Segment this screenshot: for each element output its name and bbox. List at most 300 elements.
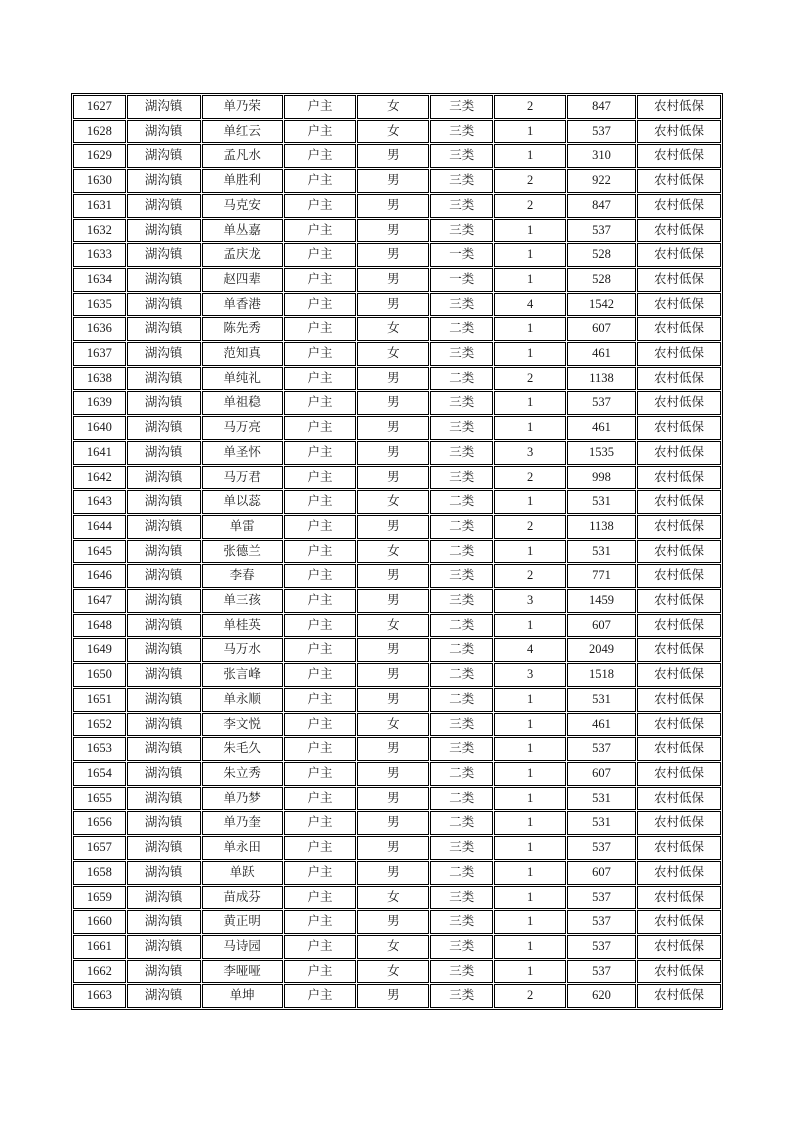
cell-category: 三类	[430, 589, 493, 613]
table-row	[73, 466, 721, 490]
cell-subsidy-type: 农村低保	[637, 367, 721, 391]
cell-id: 1647	[73, 589, 126, 613]
cell-name: 马万君	[202, 466, 283, 490]
cell-id: 1655	[73, 787, 126, 811]
cell-id: 1641	[73, 441, 126, 465]
table-row	[73, 95, 721, 119]
table-row	[73, 787, 721, 811]
cell-subsidy-type: 农村低保	[637, 219, 721, 243]
cell-category: 三类	[430, 910, 493, 934]
cell-amount: 537	[567, 737, 636, 761]
cell-subsidy-type: 农村低保	[637, 811, 721, 835]
cell-amount: 1535	[567, 441, 636, 465]
cell-category: 二类	[430, 540, 493, 564]
cell-amount: 537	[567, 120, 636, 144]
cell-gender: 男	[357, 787, 429, 811]
cell-name: 单坤	[202, 984, 283, 1008]
cell-id: 1640	[73, 416, 126, 440]
cell-town: 湖沟镇	[127, 144, 201, 168]
cell-town: 湖沟镇	[127, 638, 201, 662]
cell-persons: 2	[494, 515, 566, 539]
cell-town: 湖沟镇	[127, 589, 201, 613]
cell-town: 湖沟镇	[127, 984, 201, 1008]
cell-persons: 1	[494, 317, 566, 341]
cell-name: 马万亮	[202, 416, 283, 440]
cell-amount: 998	[567, 466, 636, 490]
cell-id: 1632	[73, 219, 126, 243]
cell-amount: 531	[567, 787, 636, 811]
cell-amount: 922	[567, 169, 636, 193]
table-row	[73, 935, 721, 959]
cell-amount: 531	[567, 490, 636, 514]
cell-gender: 男	[357, 836, 429, 860]
cell-id: 1663	[73, 984, 126, 1008]
table-row	[73, 515, 721, 539]
cell-name: 单丛嘉	[202, 219, 283, 243]
cell-persons: 1	[494, 120, 566, 144]
cell-amount: 2049	[567, 638, 636, 662]
cell-category: 三类	[430, 95, 493, 119]
cell-name: 赵四辈	[202, 268, 283, 292]
cell-name: 张德兰	[202, 540, 283, 564]
cell-subsidy-type: 农村低保	[637, 886, 721, 910]
cell-category: 三类	[430, 886, 493, 910]
cell-relation: 户主	[284, 886, 357, 910]
cell-gender: 男	[357, 367, 429, 391]
cell-persons: 1	[494, 391, 566, 415]
cell-subsidy-type: 农村低保	[637, 589, 721, 613]
cell-id: 1646	[73, 564, 126, 588]
cell-subsidy-type: 农村低保	[637, 268, 721, 292]
cell-subsidy-type: 农村低保	[637, 515, 721, 539]
cell-id: 1643	[73, 490, 126, 514]
cell-subsidy-type: 农村低保	[637, 416, 721, 440]
cell-category: 三类	[430, 984, 493, 1008]
cell-subsidy-type: 农村低保	[637, 317, 721, 341]
cell-persons: 1	[494, 910, 566, 934]
cell-subsidy-type: 农村低保	[637, 762, 721, 786]
cell-category: 三类	[430, 960, 493, 984]
cell-category: 二类	[430, 787, 493, 811]
cell-persons: 1	[494, 219, 566, 243]
cell-relation: 户主	[284, 144, 357, 168]
cell-relation: 户主	[284, 293, 357, 317]
cell-town: 湖沟镇	[127, 367, 201, 391]
cell-subsidy-type: 农村低保	[637, 144, 721, 168]
cell-relation: 户主	[284, 120, 357, 144]
cell-amount: 537	[567, 910, 636, 934]
cell-amount: 461	[567, 713, 636, 737]
cell-id: 1635	[73, 293, 126, 317]
cell-category: 二类	[430, 490, 493, 514]
cell-relation: 户主	[284, 910, 357, 934]
cell-id: 1654	[73, 762, 126, 786]
cell-id: 1659	[73, 886, 126, 910]
cell-town: 湖沟镇	[127, 391, 201, 415]
cell-category: 三类	[430, 293, 493, 317]
cell-gender: 女	[357, 317, 429, 341]
table-row	[73, 391, 721, 415]
cell-relation: 户主	[284, 342, 357, 366]
cell-name: 单跃	[202, 861, 283, 885]
cell-id: 1645	[73, 540, 126, 564]
cell-persons: 3	[494, 441, 566, 465]
cell-persons: 2	[494, 169, 566, 193]
cell-relation: 户主	[284, 169, 357, 193]
cell-amount: 771	[567, 564, 636, 588]
table-row	[73, 589, 721, 613]
table-row	[73, 194, 721, 218]
cell-subsidy-type: 农村低保	[637, 169, 721, 193]
table-row	[73, 416, 721, 440]
table-row	[73, 564, 721, 588]
cell-gender: 女	[357, 960, 429, 984]
cell-name: 李哑哑	[202, 960, 283, 984]
cell-persons: 2	[494, 466, 566, 490]
welfare-table	[71, 93, 723, 1010]
cell-category: 二类	[430, 367, 493, 391]
cell-gender: 男	[357, 737, 429, 761]
cell-category: 三类	[430, 194, 493, 218]
cell-id: 1662	[73, 960, 126, 984]
cell-id: 1629	[73, 144, 126, 168]
cell-name: 黄正明	[202, 910, 283, 934]
cell-gender: 男	[357, 811, 429, 835]
cell-gender: 男	[357, 169, 429, 193]
cell-town: 湖沟镇	[127, 342, 201, 366]
cell-persons: 1	[494, 737, 566, 761]
cell-name: 单三孩	[202, 589, 283, 613]
cell-name: 孟庆龙	[202, 243, 283, 267]
cell-name: 单祖稳	[202, 391, 283, 415]
cell-persons: 1	[494, 614, 566, 638]
cell-name: 马克安	[202, 194, 283, 218]
cell-town: 湖沟镇	[127, 466, 201, 490]
cell-town: 湖沟镇	[127, 169, 201, 193]
cell-amount: 607	[567, 317, 636, 341]
cell-amount: 537	[567, 836, 636, 860]
table-row	[73, 169, 721, 193]
cell-amount: 537	[567, 886, 636, 910]
cell-gender: 男	[357, 466, 429, 490]
cell-amount: 461	[567, 342, 636, 366]
cell-town: 湖沟镇	[127, 120, 201, 144]
cell-id: 1637	[73, 342, 126, 366]
cell-category: 三类	[430, 391, 493, 415]
cell-town: 湖沟镇	[127, 416, 201, 440]
cell-name: 单香港	[202, 293, 283, 317]
table-row	[73, 243, 721, 267]
cell-persons: 4	[494, 638, 566, 662]
cell-gender: 男	[357, 219, 429, 243]
cell-persons: 1	[494, 268, 566, 292]
cell-category: 二类	[430, 861, 493, 885]
cell-subsidy-type: 农村低保	[637, 540, 721, 564]
cell-subsidy-type: 农村低保	[637, 293, 721, 317]
cell-name: 朱立秀	[202, 762, 283, 786]
cell-relation: 户主	[284, 564, 357, 588]
cell-subsidy-type: 农村低保	[637, 984, 721, 1008]
cell-subsidy-type: 农村低保	[637, 120, 721, 144]
cell-gender: 男	[357, 762, 429, 786]
cell-subsidy-type: 农村低保	[637, 836, 721, 860]
cell-relation: 户主	[284, 688, 357, 712]
cell-gender: 女	[357, 95, 429, 119]
cell-town: 湖沟镇	[127, 441, 201, 465]
cell-relation: 户主	[284, 391, 357, 415]
cell-category: 三类	[430, 169, 493, 193]
cell-persons: 1	[494, 811, 566, 835]
cell-category: 三类	[430, 416, 493, 440]
cell-subsidy-type: 农村低保	[637, 490, 721, 514]
cell-relation: 户主	[284, 466, 357, 490]
cell-gender: 女	[357, 886, 429, 910]
table-body	[73, 95, 721, 1008]
cell-relation: 户主	[284, 861, 357, 885]
cell-category: 三类	[430, 466, 493, 490]
cell-id: 1644	[73, 515, 126, 539]
cell-persons: 1	[494, 787, 566, 811]
cell-relation: 户主	[284, 490, 357, 514]
cell-amount: 537	[567, 391, 636, 415]
cell-amount: 607	[567, 762, 636, 786]
cell-name: 单桂英	[202, 614, 283, 638]
table-row	[73, 737, 721, 761]
cell-category: 三类	[430, 737, 493, 761]
cell-amount: 620	[567, 984, 636, 1008]
cell-gender: 男	[357, 144, 429, 168]
table-row	[73, 984, 721, 1008]
cell-id: 1634	[73, 268, 126, 292]
table-row	[73, 762, 721, 786]
cell-subsidy-type: 农村低保	[637, 466, 721, 490]
cell-category: 三类	[430, 935, 493, 959]
cell-relation: 户主	[284, 219, 357, 243]
table-row	[73, 638, 721, 662]
cell-category: 三类	[430, 120, 493, 144]
cell-amount: 528	[567, 268, 636, 292]
cell-subsidy-type: 农村低保	[637, 391, 721, 415]
cell-name: 单雷	[202, 515, 283, 539]
table-row	[73, 836, 721, 860]
table-row	[73, 688, 721, 712]
cell-subsidy-type: 农村低保	[637, 787, 721, 811]
cell-category: 一类	[430, 268, 493, 292]
table-row	[73, 490, 721, 514]
cell-town: 湖沟镇	[127, 540, 201, 564]
cell-town: 湖沟镇	[127, 787, 201, 811]
table-row	[73, 910, 721, 934]
cell-town: 湖沟镇	[127, 317, 201, 341]
cell-subsidy-type: 农村低保	[637, 243, 721, 267]
cell-persons: 1	[494, 762, 566, 786]
cell-persons: 1	[494, 713, 566, 737]
cell-relation: 户主	[284, 762, 357, 786]
cell-gender: 男	[357, 663, 429, 687]
cell-subsidy-type: 农村低保	[637, 638, 721, 662]
cell-town: 湖沟镇	[127, 762, 201, 786]
cell-subsidy-type: 农村低保	[637, 95, 721, 119]
cell-relation: 户主	[284, 663, 357, 687]
cell-category: 三类	[430, 713, 493, 737]
cell-town: 湖沟镇	[127, 688, 201, 712]
cell-amount: 1518	[567, 663, 636, 687]
table-row	[73, 367, 721, 391]
cell-gender: 女	[357, 614, 429, 638]
cell-subsidy-type: 农村低保	[637, 614, 721, 638]
cell-gender: 男	[357, 515, 429, 539]
cell-id: 1660	[73, 910, 126, 934]
cell-category: 二类	[430, 663, 493, 687]
cell-gender: 男	[357, 194, 429, 218]
table-row	[73, 861, 721, 885]
cell-amount: 531	[567, 540, 636, 564]
cell-amount: 1138	[567, 367, 636, 391]
cell-persons: 4	[494, 293, 566, 317]
cell-id: 1636	[73, 317, 126, 341]
cell-id: 1656	[73, 811, 126, 835]
cell-gender: 女	[357, 540, 429, 564]
table-row	[73, 144, 721, 168]
cell-town: 湖沟镇	[127, 836, 201, 860]
cell-gender: 女	[357, 713, 429, 737]
cell-town: 湖沟镇	[127, 564, 201, 588]
cell-id: 1649	[73, 638, 126, 662]
cell-name: 单乃梦	[202, 787, 283, 811]
cell-persons: 1	[494, 144, 566, 168]
cell-name: 单纯礼	[202, 367, 283, 391]
cell-relation: 户主	[284, 317, 357, 341]
cell-gender: 男	[357, 910, 429, 934]
cell-id: 1650	[73, 663, 126, 687]
table-row	[73, 886, 721, 910]
cell-id: 1661	[73, 935, 126, 959]
cell-relation: 户主	[284, 268, 357, 292]
cell-name: 单永田	[202, 836, 283, 860]
cell-gender: 男	[357, 416, 429, 440]
cell-name: 马诗园	[202, 935, 283, 959]
cell-name: 单红云	[202, 120, 283, 144]
cell-id: 1627	[73, 95, 126, 119]
cell-subsidy-type: 农村低保	[637, 737, 721, 761]
cell-category: 二类	[430, 638, 493, 662]
cell-persons: 2	[494, 367, 566, 391]
cell-category: 三类	[430, 342, 493, 366]
cell-gender: 男	[357, 268, 429, 292]
cell-subsidy-type: 农村低保	[637, 935, 721, 959]
cell-relation: 户主	[284, 713, 357, 737]
cell-category: 三类	[430, 564, 493, 588]
cell-town: 湖沟镇	[127, 737, 201, 761]
cell-relation: 户主	[284, 935, 357, 959]
cell-town: 湖沟镇	[127, 95, 201, 119]
cell-subsidy-type: 农村低保	[637, 441, 721, 465]
cell-relation: 户主	[284, 515, 357, 539]
cell-category: 二类	[430, 688, 493, 712]
cell-town: 湖沟镇	[127, 663, 201, 687]
cell-gender: 男	[357, 589, 429, 613]
cell-id: 1633	[73, 243, 126, 267]
cell-subsidy-type: 农村低保	[637, 713, 721, 737]
table-row	[73, 268, 721, 292]
cell-name: 单以蕊	[202, 490, 283, 514]
cell-town: 湖沟镇	[127, 960, 201, 984]
cell-relation: 户主	[284, 787, 357, 811]
cell-relation: 户主	[284, 540, 357, 564]
cell-gender: 男	[357, 243, 429, 267]
cell-relation: 户主	[284, 737, 357, 761]
cell-persons: 1	[494, 243, 566, 267]
cell-category: 三类	[430, 144, 493, 168]
cell-category: 二类	[430, 614, 493, 638]
cell-persons: 2	[494, 984, 566, 1008]
cell-town: 湖沟镇	[127, 713, 201, 737]
table-row	[73, 293, 721, 317]
cell-name: 单乃奎	[202, 811, 283, 835]
cell-amount: 1542	[567, 293, 636, 317]
cell-subsidy-type: 农村低保	[637, 194, 721, 218]
cell-town: 湖沟镇	[127, 861, 201, 885]
cell-id: 1648	[73, 614, 126, 638]
cell-persons: 2	[494, 95, 566, 119]
cell-persons: 2	[494, 194, 566, 218]
table-row	[73, 811, 721, 835]
cell-town: 湖沟镇	[127, 614, 201, 638]
cell-id: 1652	[73, 713, 126, 737]
cell-gender: 女	[357, 120, 429, 144]
cell-town: 湖沟镇	[127, 490, 201, 514]
cell-id: 1638	[73, 367, 126, 391]
cell-gender: 女	[357, 935, 429, 959]
cell-name: 单胜利	[202, 169, 283, 193]
cell-relation: 户主	[284, 243, 357, 267]
cell-relation: 户主	[284, 416, 357, 440]
cell-relation: 户主	[284, 960, 357, 984]
cell-gender: 男	[357, 391, 429, 415]
cell-gender: 女	[357, 490, 429, 514]
cell-amount: 528	[567, 243, 636, 267]
cell-persons: 1	[494, 960, 566, 984]
cell-category: 二类	[430, 762, 493, 786]
table-row	[73, 960, 721, 984]
cell-gender: 男	[357, 293, 429, 317]
cell-name: 李春	[202, 564, 283, 588]
cell-name: 单乃荣	[202, 95, 283, 119]
cell-category: 三类	[430, 836, 493, 860]
cell-name: 范知真	[202, 342, 283, 366]
table-row	[73, 120, 721, 144]
cell-town: 湖沟镇	[127, 243, 201, 267]
cell-persons: 1	[494, 886, 566, 910]
cell-id: 1628	[73, 120, 126, 144]
cell-name: 孟凡水	[202, 144, 283, 168]
cell-amount: 310	[567, 144, 636, 168]
cell-gender: 男	[357, 984, 429, 1008]
cell-persons: 3	[494, 589, 566, 613]
cell-subsidy-type: 农村低保	[637, 688, 721, 712]
cell-town: 湖沟镇	[127, 886, 201, 910]
table-row	[73, 317, 721, 341]
cell-persons: 1	[494, 836, 566, 860]
cell-amount: 537	[567, 219, 636, 243]
cell-id: 1658	[73, 861, 126, 885]
cell-gender: 女	[357, 342, 429, 366]
cell-category: 三类	[430, 219, 493, 243]
cell-name: 朱毛久	[202, 737, 283, 761]
cell-persons: 1	[494, 861, 566, 885]
cell-persons: 1	[494, 342, 566, 366]
cell-amount: 847	[567, 194, 636, 218]
